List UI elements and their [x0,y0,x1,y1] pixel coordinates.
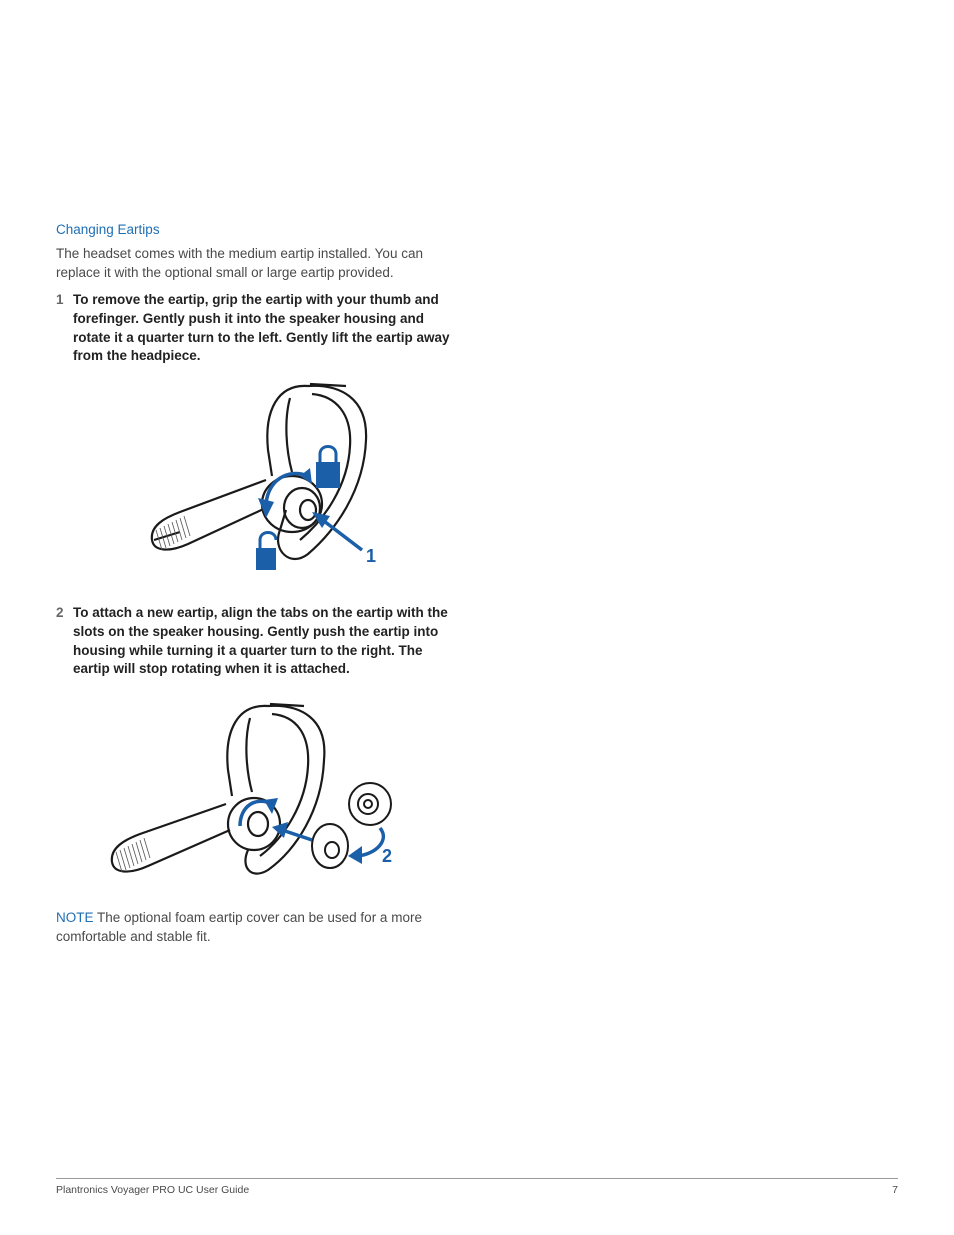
step-number: 1 [56,292,64,307]
section-title: Changing Eartips [56,222,160,237]
callout-number: 2 [382,846,393,866]
headset-drawing [112,704,325,874]
arrow-head-top [300,468,312,484]
step-1 [56,291,456,366]
step-2 [56,604,456,679]
remove-eartip-illustration [140,380,400,580]
attach-eartip-illustration [100,700,400,880]
callout-number: 1 [366,546,377,566]
unlock-icon [256,533,276,571]
page-number: 7 [892,1184,898,1196]
note-paragraph [56,908,446,946]
footer-title: Plantronics Voyager PRO UC User Guide [56,1184,250,1196]
intro-paragraph: The headset comes with the medium eartip installed. You can replace it with the optional small or large eartip provided. [56,246,423,280]
note-text: The optional foam eartip cover can be used for a more comfortable and stable fit. [56,910,422,944]
footer-divider [56,1178,898,1179]
small-eartip-drawing [349,783,391,825]
arrow-head [258,498,274,518]
note-label: NOTE [56,910,94,925]
step-text: To remove the eartip, grip the eartip with your thumb and forefinger. Gently push it into the speaker housing and rotate it a quarter turn to the left. Gently lift the eartip away from the headpiece. [73,292,450,364]
step-text: To attach a new eartip, align the tabs on the eartip with the slots on the speaker housing. Gently push the eartip into housing while turning it a quarter turn to the right. The eartip will stop rotating when it is attached. [73,605,448,677]
step-number: 2 [56,605,64,620]
large-eartip-drawing [312,824,348,868]
lock-icon [316,447,340,489]
